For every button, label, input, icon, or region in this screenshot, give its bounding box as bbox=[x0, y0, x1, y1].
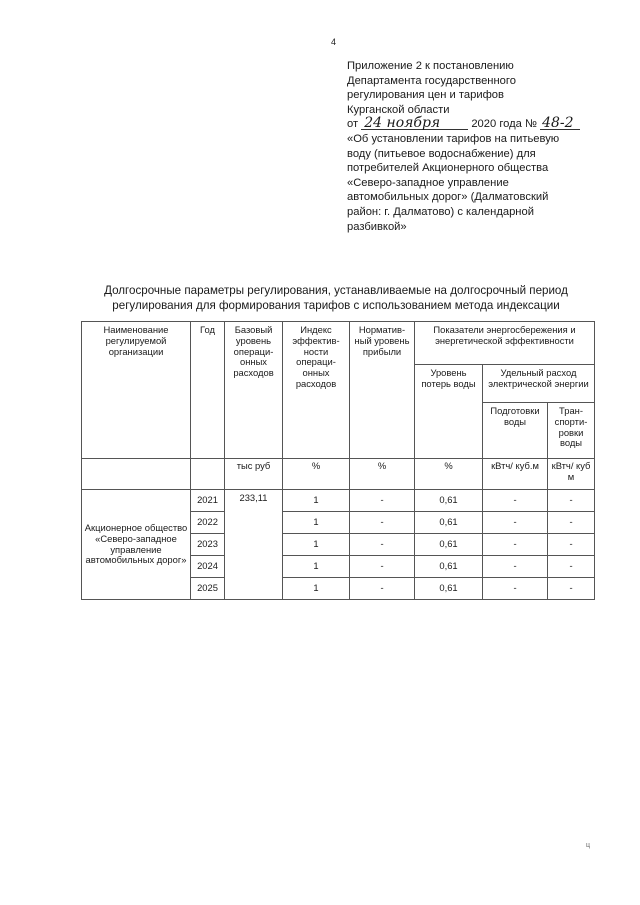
appendix-header bbox=[347, 59, 607, 234]
index-cell: 1 bbox=[283, 512, 350, 534]
subject-line: район: г. Далматово) с календарной bbox=[347, 205, 534, 218]
transport-cell: - bbox=[548, 512, 595, 534]
loss-cell: 0,61 bbox=[415, 578, 483, 600]
handwritten-date: 24 ноября bbox=[361, 117, 468, 130]
appendix-line-2: Департамента государственного bbox=[347, 74, 516, 87]
unit-profit: % bbox=[350, 459, 415, 490]
header-loss: Уровень потерь воды bbox=[415, 365, 483, 459]
profit-cell: - bbox=[350, 556, 415, 578]
profit-cell: - bbox=[350, 512, 415, 534]
base-value-cell: 233,11 bbox=[225, 490, 283, 600]
corner-mark: ц bbox=[586, 842, 591, 849]
unit-org bbox=[82, 459, 191, 490]
index-cell: 1 bbox=[283, 578, 350, 600]
units-row bbox=[82, 459, 595, 490]
document-title bbox=[76, 283, 596, 313]
transport-cell: - bbox=[548, 578, 595, 600]
header-row-1 bbox=[82, 322, 595, 365]
year-cell: 2024 bbox=[191, 556, 225, 578]
unit-transport: кВтч/ куб м bbox=[548, 459, 595, 490]
subject-line: «Об установлении тарифов на питьевую bbox=[347, 132, 560, 145]
year-cell: 2023 bbox=[191, 534, 225, 556]
year-cell: 2022 bbox=[191, 512, 225, 534]
prep-cell: - bbox=[483, 556, 548, 578]
appendix-date-line bbox=[347, 117, 607, 132]
loss-cell: 0,61 bbox=[415, 556, 483, 578]
transport-cell: - bbox=[548, 556, 595, 578]
page-number: 4 bbox=[331, 37, 337, 47]
parameters-table bbox=[81, 321, 595, 600]
subject-line: воду (питьевое водоснабжение) для bbox=[347, 147, 536, 160]
index-cell: 1 bbox=[283, 490, 350, 512]
header-electric: Удельный расход электрической энергии bbox=[483, 365, 595, 403]
index-cell: 1 bbox=[283, 534, 350, 556]
header-prep: Подготовки воды bbox=[483, 403, 548, 459]
year-cell: 2025 bbox=[191, 578, 225, 600]
title-line-1: Долгосрочные параметры регулирования, устанавливаемые на долгосрочный период bbox=[104, 284, 568, 297]
profit-cell: - bbox=[350, 490, 415, 512]
unit-index: % bbox=[283, 459, 350, 490]
prep-cell: - bbox=[483, 490, 548, 512]
loss-cell: 0,61 bbox=[415, 534, 483, 556]
unit-base: тыс руб bbox=[225, 459, 283, 490]
subject-line: разбивкой» bbox=[347, 220, 407, 233]
profit-cell: - bbox=[350, 534, 415, 556]
index-cell: 1 bbox=[283, 556, 350, 578]
year-cell: 2021 bbox=[191, 490, 225, 512]
header-year: Год bbox=[191, 322, 225, 459]
header-profit: Норматив-ный уровень прибыли bbox=[350, 322, 415, 459]
loss-cell: 0,61 bbox=[415, 490, 483, 512]
unit-prep: кВтч/ куб.м bbox=[483, 459, 548, 490]
prep-cell: - bbox=[483, 534, 548, 556]
table-row bbox=[82, 490, 595, 512]
appendix-line-1: Приложение 2 к постановлению bbox=[347, 60, 514, 72]
transport-cell: - bbox=[548, 534, 595, 556]
header-index: Индекс эффектив-ности операци-онных расходов bbox=[283, 322, 350, 459]
header-energy: Показатели энергосбережения и энергетической эффективности bbox=[415, 322, 595, 365]
year-text: 2020 года № bbox=[471, 118, 537, 131]
header-org: Наименование регулируемой организации bbox=[82, 322, 191, 459]
organization-cell: Акционерное общество «Северо-западное управление автомобильных дорог» bbox=[82, 490, 191, 600]
subject-line: потребителей Акционерного общества bbox=[347, 162, 549, 175]
subject-line: «Северо-западное управление bbox=[347, 176, 509, 189]
unit-loss: % bbox=[415, 459, 483, 490]
appendix-line-4: Курганской области bbox=[347, 103, 450, 116]
from-label: от bbox=[347, 118, 359, 131]
transport-cell: - bbox=[548, 490, 595, 512]
loss-cell: 0,61 bbox=[415, 512, 483, 534]
unit-year bbox=[191, 459, 225, 490]
subject-line: автомобильных дорог» (Далматовский bbox=[347, 191, 549, 204]
prep-cell: - bbox=[483, 578, 548, 600]
profit-cell: - bbox=[350, 578, 415, 600]
handwritten-number: 48-2 bbox=[540, 117, 580, 130]
header-transport: Тран-спорти-ровки воды bbox=[548, 403, 595, 459]
prep-cell: - bbox=[483, 512, 548, 534]
header-base: Базовый уровень операци-онных расходов bbox=[225, 322, 283, 459]
appendix-line-3: регулирования цен и тарифов bbox=[347, 89, 504, 102]
title-line-2: регулирования для формирования тарифов с использованием метода индексации bbox=[112, 299, 560, 312]
